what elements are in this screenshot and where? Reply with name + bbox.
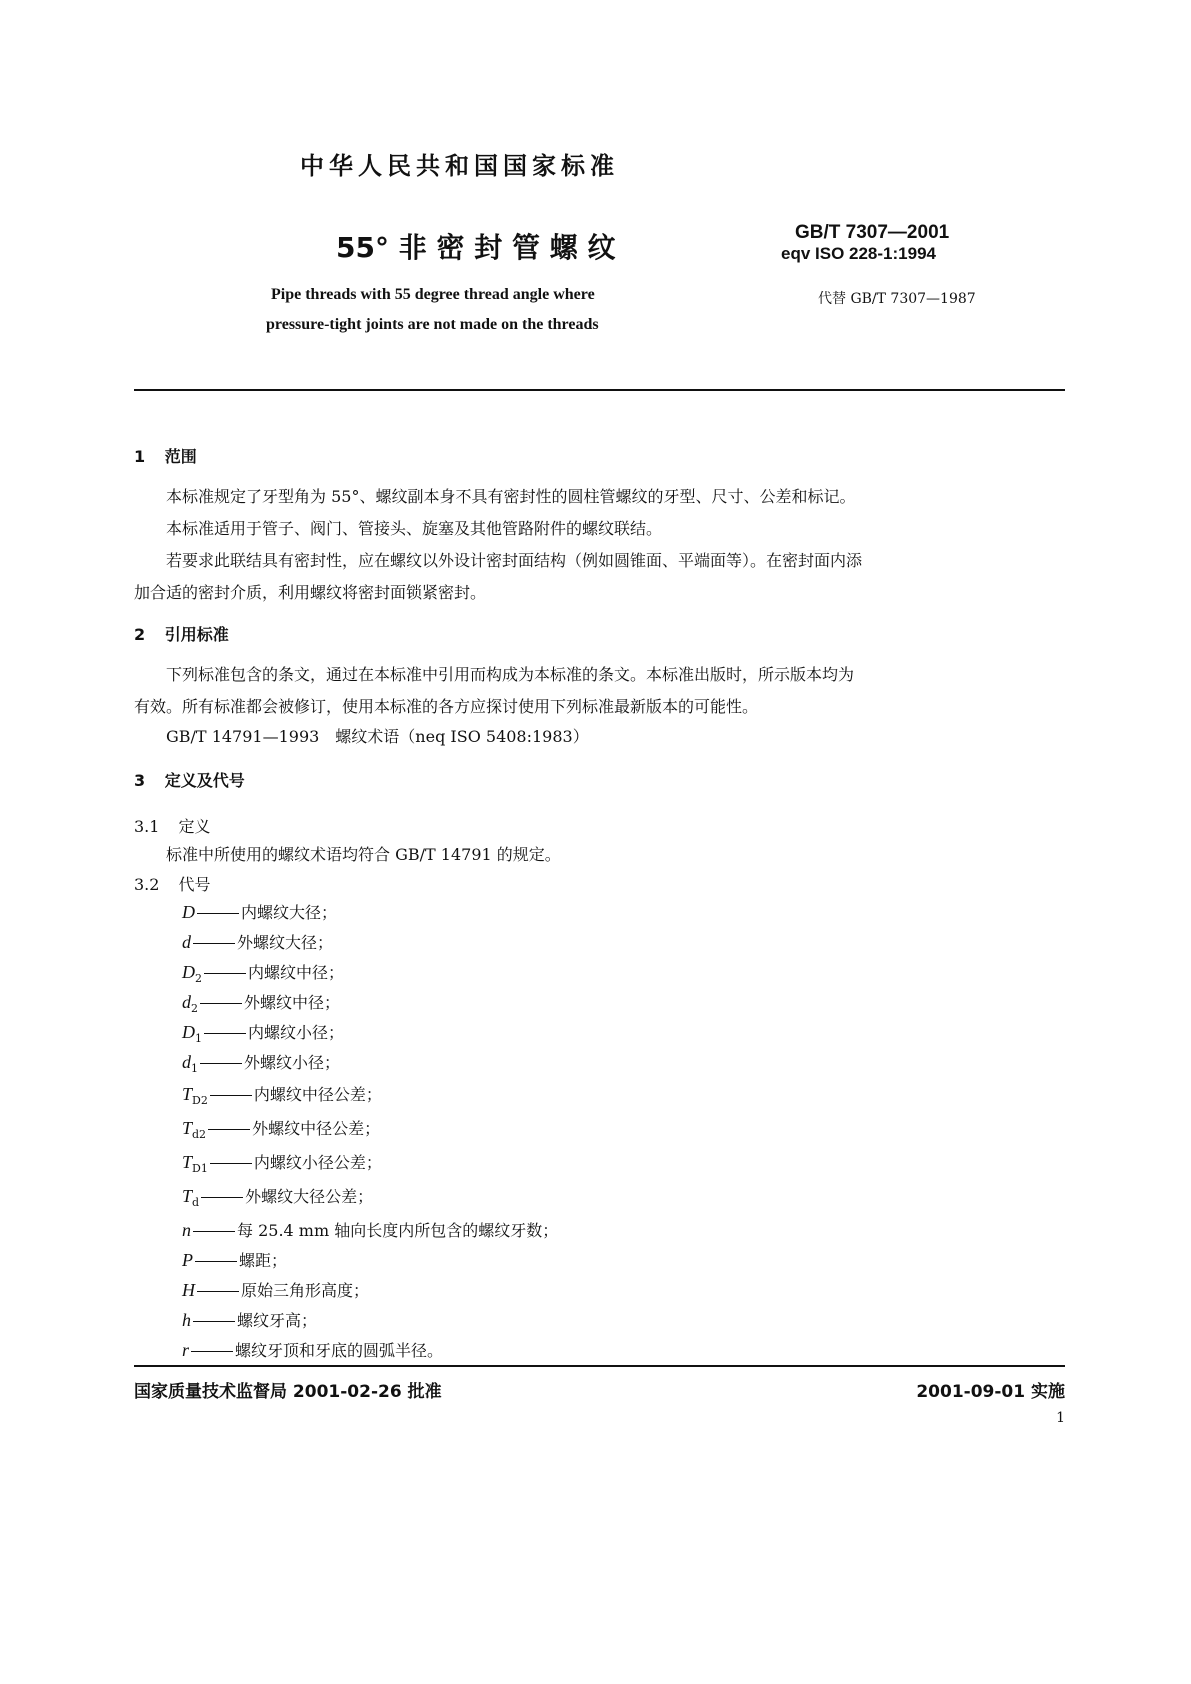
symbol: h <box>182 1310 191 1330</box>
em-dash <box>201 1197 243 1198</box>
document-title-en-line1: Pipe threads with 55 degree thread angle where <box>271 286 595 303</box>
symbol: r <box>182 1340 190 1360</box>
section-1-paragraph-2: 本标准适用于管子、阀门、管接头、旋塞及其他管路附件的螺纹联结。 <box>166 519 663 538</box>
section-2-heading <box>134 622 229 645</box>
em-dash <box>208 1129 250 1130</box>
symbol-row <box>182 1082 382 1107</box>
em-dash <box>200 1063 242 1064</box>
section-1-title: 范围 <box>164 447 197 466</box>
section-1-number: 1 <box>134 447 146 466</box>
symbol-row <box>182 1184 373 1209</box>
iso-equivalence: eqv ISO 228-1:1994 <box>781 244 936 263</box>
symbol-subscript: 1 <box>195 1032 202 1045</box>
symbol-row <box>182 1338 443 1361</box>
symbol-description: 内螺纹中径公差； <box>253 1085 382 1104</box>
em-dash <box>197 913 239 914</box>
symbol: T <box>182 1186 193 1206</box>
subsection-3-1-title: 定义 <box>178 817 211 836</box>
subsection-3-1-heading <box>134 814 211 837</box>
reference-gb-14791: GB/T 14791—1993 螺纹术语（neq ISO 5408:1983） <box>166 727 589 746</box>
symbol-description: 内螺纹小径公差； <box>253 1153 382 1172</box>
symbol: T <box>182 1152 193 1172</box>
subsection-3-1-text: 标准中所使用的螺纹术语均符合 GB/T 14791 的规定。 <box>166 845 561 864</box>
symbol-description: 内螺纹大径； <box>241 903 338 922</box>
header-divider <box>134 389 1065 391</box>
section-2-title: 引用标准 <box>164 625 229 644</box>
standard-number: GB/T 7307—2001 <box>795 222 950 243</box>
symbol-row <box>182 1050 340 1075</box>
symbol-subscript: d <box>192 1196 200 1209</box>
subsection-3-2-heading <box>134 872 211 895</box>
symbol: d <box>182 992 191 1012</box>
symbol-row <box>182 900 337 923</box>
symbol-description: 外螺纹大径公差； <box>245 1187 374 1206</box>
symbol-description: 外螺纹小径； <box>244 1053 341 1072</box>
symbol: D <box>182 962 195 982</box>
symbol: P <box>182 1250 193 1270</box>
section-2-number: 2 <box>134 625 146 644</box>
standard-type-heading: 中华人民共和国国家标准 <box>300 152 619 180</box>
symbol-row <box>182 1248 287 1271</box>
em-dash <box>210 1163 252 1164</box>
symbol-description: 螺纹牙高； <box>237 1311 318 1330</box>
document-title-en-line2: pressure-tight joints are not made on the threads <box>266 316 599 333</box>
section-1-paragraph-3-cont: 加合适的密封介质，利用螺纹将密封面锁紧密封。 <box>134 583 487 602</box>
symbol-description: 内螺纹小径； <box>248 1023 345 1042</box>
symbol-row <box>182 930 333 953</box>
document-title-cn: 55° 非 密 封 管 螺 纹 <box>336 231 616 264</box>
footer-divider <box>134 1365 1065 1367</box>
em-dash <box>204 1033 246 1034</box>
section-2-paragraph-1: 下列标准包含的条文，通过在本标准中引用而构成为本标准的条文。本标准出版时，所示版本均为 <box>166 665 855 684</box>
symbol: H <box>182 1280 195 1300</box>
em-dash <box>191 1351 233 1352</box>
section-2-paragraph-1-cont: 有效。所有标准都会被修订，使用本标准的各方应探讨使用下列标准最新版本的可能性。 <box>134 697 759 716</box>
symbol-row <box>182 990 340 1015</box>
symbol-subscript: D2 <box>192 1094 208 1107</box>
symbol-description: 外螺纹中径； <box>244 993 341 1012</box>
em-dash <box>197 1291 239 1292</box>
symbol: T <box>182 1084 193 1104</box>
section-1-heading <box>134 444 197 467</box>
symbol-subscript: D1 <box>192 1162 208 1175</box>
symbol-description: 外螺纹大径； <box>237 933 334 952</box>
page-number: 1 <box>1056 1410 1065 1426</box>
symbol-description: 外螺纹中径公差； <box>252 1119 381 1138</box>
symbol-row <box>182 1116 380 1141</box>
em-dash <box>193 1321 235 1322</box>
symbol-row <box>182 1218 558 1241</box>
symbol-description: 螺纹牙顶和牙底的圆弧半径。 <box>235 1341 444 1360</box>
section-1-paragraph-1: 本标准规定了牙型角为 55°、螺纹副本身不具有密封性的圆柱管螺纹的牙型、尺寸、公差和标记。 <box>166 487 856 506</box>
symbol-subscript: 2 <box>195 972 202 985</box>
symbol-description: 螺距； <box>239 1251 288 1270</box>
subsection-3-2-number: 3.2 <box>134 875 160 894</box>
approval-date: 国家质量技术监督局 2001-02-26 批准 <box>134 1382 442 1402</box>
symbol: d <box>182 1052 191 1072</box>
em-dash <box>195 1261 237 1262</box>
symbol: T <box>182 1118 193 1138</box>
symbol-row <box>182 1278 369 1301</box>
symbol: n <box>182 1220 191 1240</box>
symbol-subscript: 1 <box>191 1062 198 1075</box>
symbol-row <box>182 1020 344 1045</box>
effective-date: 2001-09-01 实施 <box>916 1382 1065 1402</box>
symbol: D <box>182 1022 195 1042</box>
symbol-description: 原始三角形高度； <box>241 1281 370 1300</box>
replaces-standard: 代替 GB/T 7307—1987 <box>818 291 976 307</box>
em-dash <box>204 973 246 974</box>
section-3-title: 定义及代号 <box>164 771 245 790</box>
symbol-description: 每 25.4 mm 轴向长度内所包含的螺纹牙数； <box>237 1221 559 1240</box>
em-dash <box>210 1095 252 1096</box>
section-1-paragraph-3: 若要求此联结具有密封性，应在螺纹以外设计密封面结构（例如圆锥面、平端面等）。在密封面内添 <box>166 551 863 570</box>
subsection-3-2-title: 代号 <box>178 875 211 894</box>
symbol-row <box>182 1308 317 1331</box>
section-3-heading <box>134 768 245 791</box>
subsection-3-1-number: 3.1 <box>134 817 160 836</box>
symbol: d <box>182 932 191 952</box>
symbol-subscript: d2 <box>192 1128 207 1141</box>
section-3-number: 3 <box>134 771 146 790</box>
symbol-description: 内螺纹中径； <box>248 963 345 982</box>
em-dash <box>193 943 235 944</box>
symbol-row <box>182 1150 382 1175</box>
symbol-row <box>182 960 344 985</box>
symbol: D <box>182 902 195 922</box>
em-dash <box>193 1231 235 1232</box>
em-dash <box>200 1003 242 1004</box>
symbol-subscript: 2 <box>191 1002 198 1015</box>
